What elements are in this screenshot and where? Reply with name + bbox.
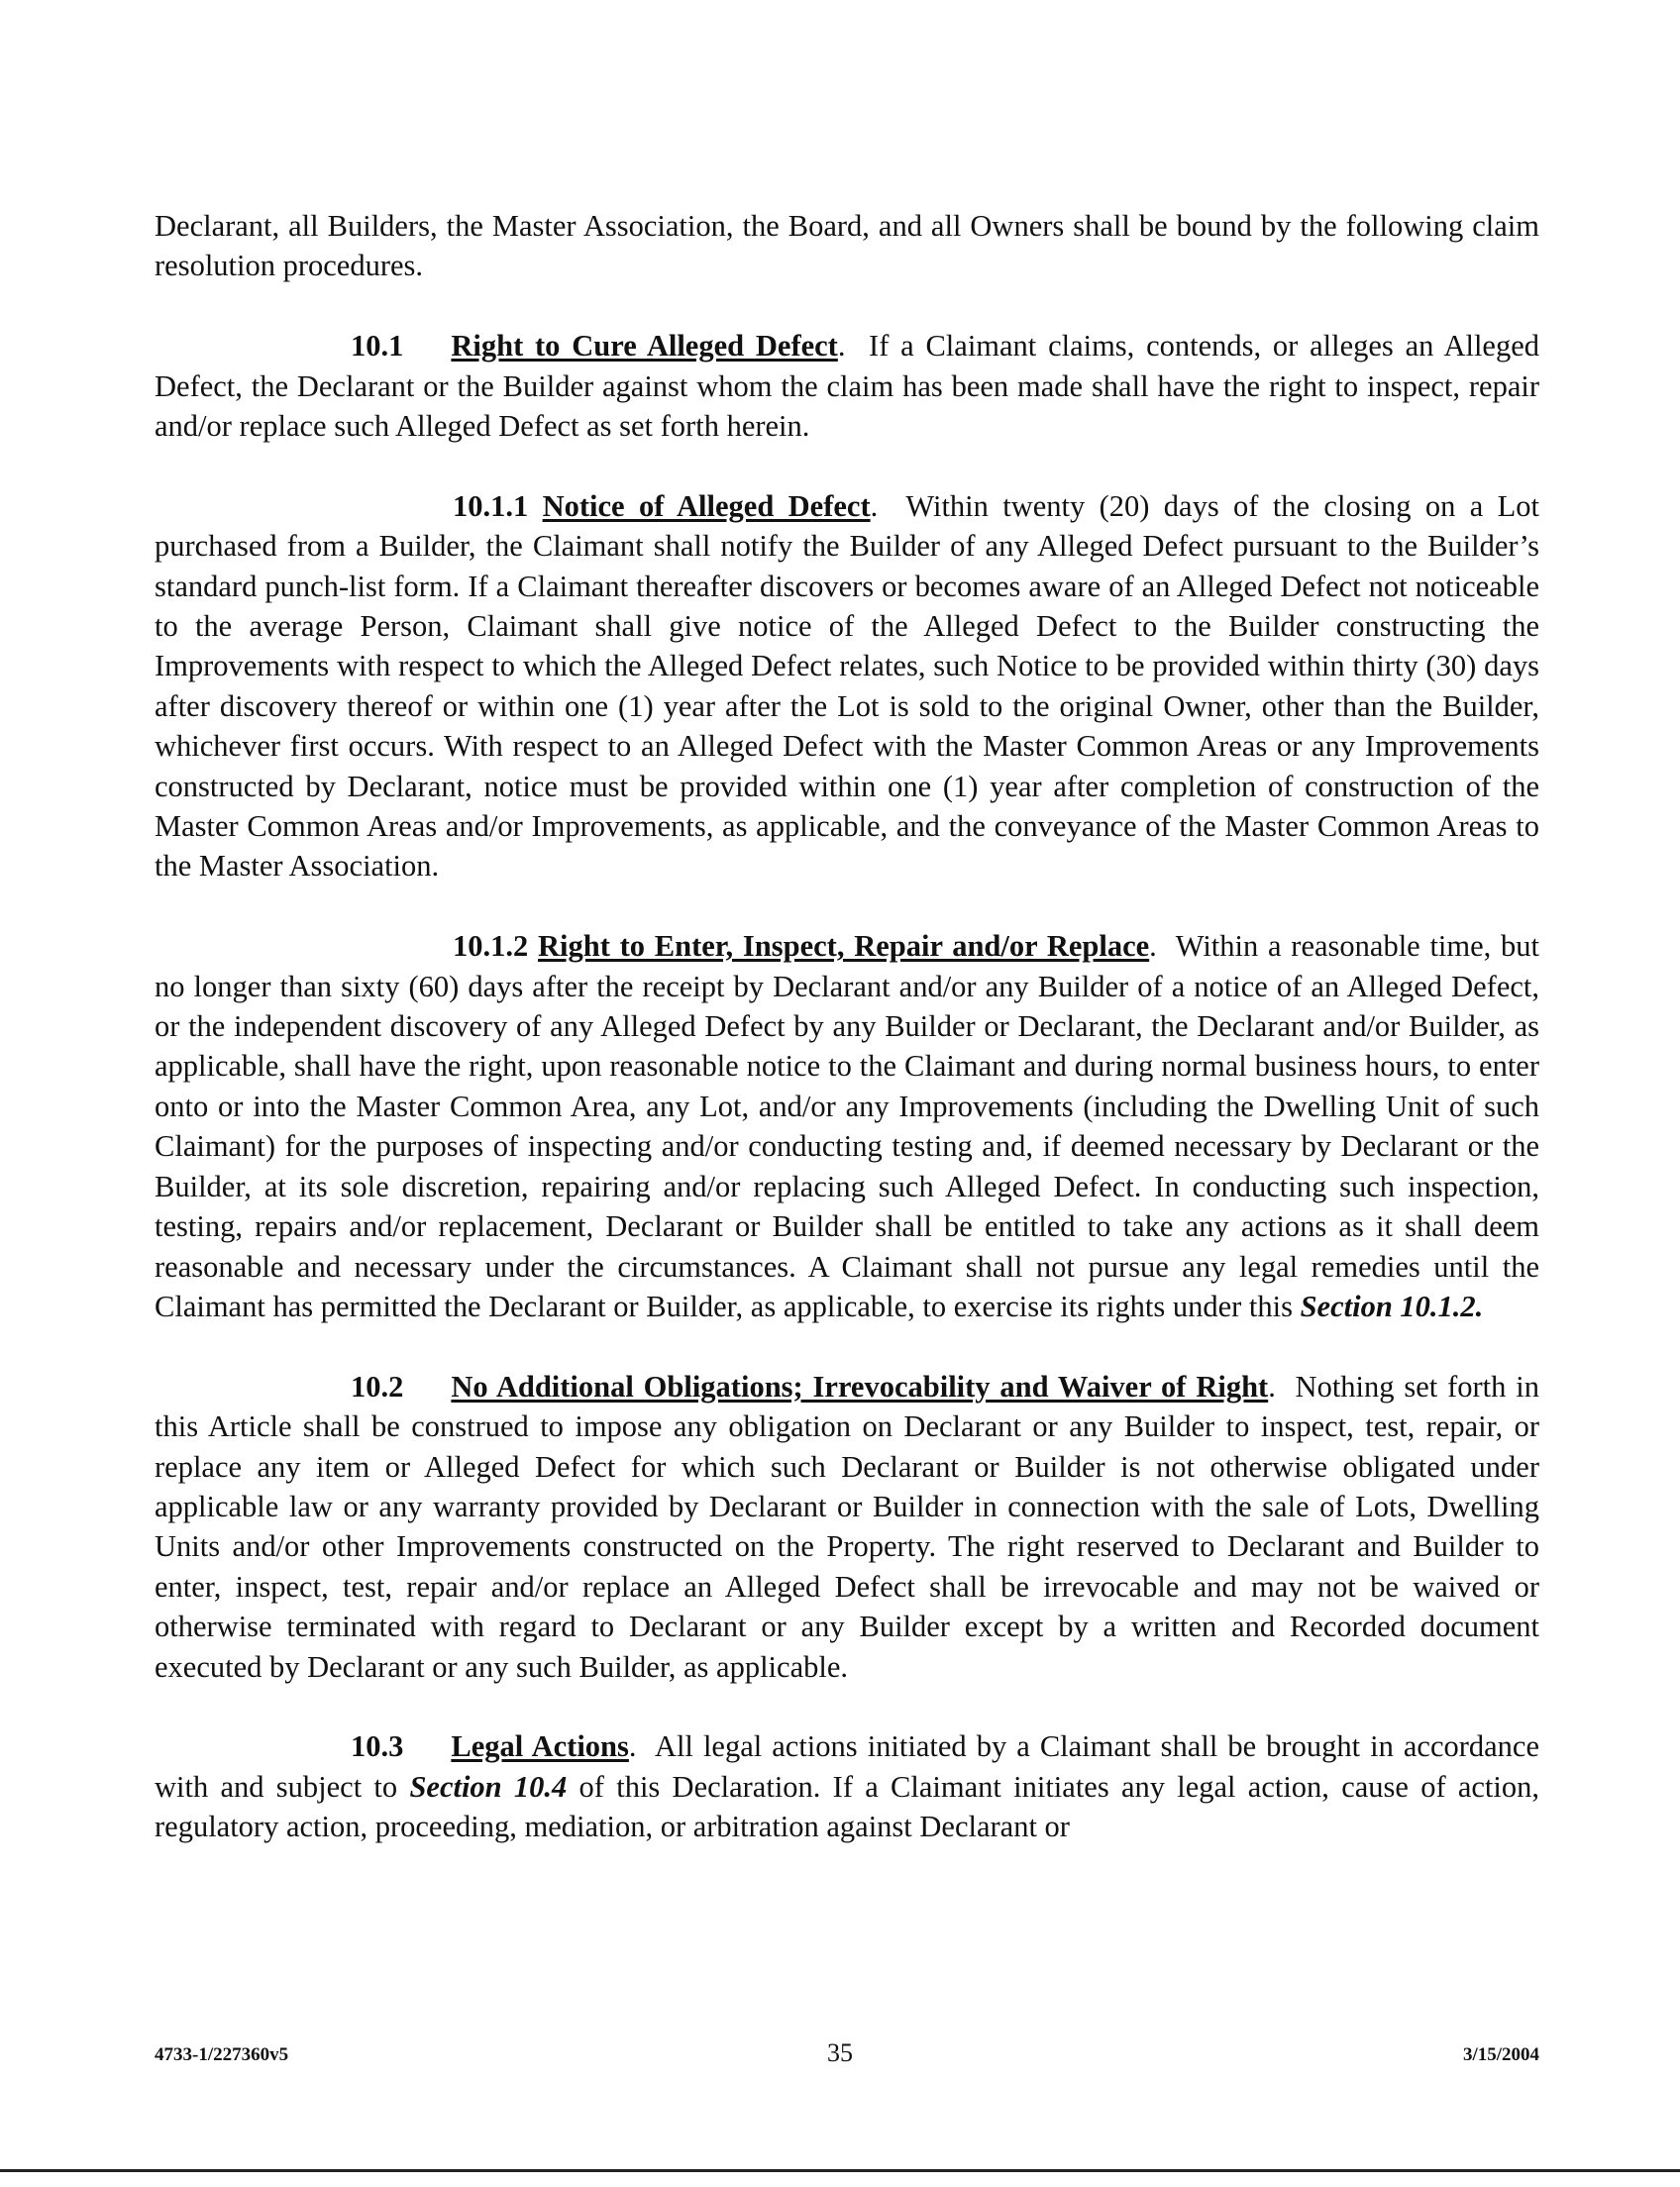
- section-10-1-1: 10.1.1 Notice of Alleged Defect. Within twenty (20) days of the closing on a Lot purchased from a Builder, the Claimant shall notify the Builder of any Alleged Defect pursuant to the Builder’s standard punch-list form. If a Claimant thereafter discovers or becomes aware of an Alleged Defect not noticeable to the average Person, Claimant shall give notice of the Alleged Defect to the Builder constructing the Improvements with respect to which the Alleged Defect relates, such Notice to be provided within thirty (30) days after discovery thereof or within one (1) year after the Lot is sold to the original Owner, other than the Builder, whichever first occurs. With respect to an Alleged Defect with the Master Common Areas or any Improvements constructed by Declarant, notice must be provided within one (1) year after completion of construction of the Master Common Areas and/or Improvements, as applicable, and the conveyance of the Master Common Areas to the Master Association.: [155, 488, 1540, 884]
- section-heading: Legal Actions: [451, 1729, 629, 1764]
- intro-paragraph: [155, 206, 1539, 286]
- section-10-3: 10.3 Legal Actions. All legal actions initiated by a Claimant shall be brought in accordance with and subject to Section 10.4 of this Declaration. If a Claimant initiates any legal action, cause of action, regulatory action, proceeding, mediation, or arbitration against Declarant or: [155, 1729, 1540, 1844]
- intro-text: Declarant, all Builders, the Master Association, the Board, and all Owners shall be bound by the following claim resolution procedures.: [155, 209, 1539, 283]
- section-heading: Right to Cure Alleged Defect: [451, 329, 838, 364]
- document-body: [155, 206, 1539, 1847]
- section-text: Nothing set forth in this Article shall be construed to impose any obligation on Declarant or any Builder to inspect, test, repair, or replace any item or Alleged Defect for which such Declarant or Builder is not otherwise obligated under applicable law or any warranty provided by Declarant or Builder in connection with the sale of Lots, Dwelling Units and/or other Improvements constructed on the Property. The right reserved to Declarant and Builder to enter, inspect, test, repair and/or replace an Alleged Defect shall be irrevocable and may not be waived or otherwise terminated with regard to Declarant or any Builder except by a written and Recorded document executed by Declarant or any such Builder, as applicable.: [155, 1369, 1539, 1684]
- section-heading: Right to Enter, Inspect, Repair and/or Replace: [538, 929, 1150, 964]
- section-number: 10.1.1: [453, 488, 529, 523]
- section-reference: Section 10.1.2: [1300, 1289, 1476, 1323]
- section-number: 10.2: [351, 1369, 404, 1404]
- section-text-end: .: [1475, 1289, 1484, 1323]
- section-text: Within twenty (20) days of the closing on a Lot purchased from a Builder, the Claimant shall notify the Builder of any Alleged Defect pursuant to the Builder’s standard punch-list form. If a Claimant thereafter discovers or becomes aware of an Alleged Defect not noticeable to the average Person, Claimant shall give notice of the Alleged Defect to the Builder constructing the Improvements with respect to which the Alleged Defect relates, such Notice to be provided within thirty (30) days after discovery thereof or within one (1) year after the Lot is sold to the original Owner, other than the Builder, whichever first occurs. With respect to an Alleged Defect with the Master Common Areas or any Improvements constructed by Declarant, notice must be provided within one (1) year after completion of construction of the Master Common Areas and/or Improvements, as applicable, and the conveyance of the Master Common Areas to the Master Association.: [155, 488, 1540, 884]
- section-reference: Section 10.4: [409, 1769, 568, 1804]
- section-text: Within a reasonable time, but no longer than sixty (60) days after the receipt by Declarant and/or any Builder of a notice of an Alleged Defect, or the independent discovery of any Alleged Defect by any Builder or Declarant, the Declarant and/or Builder, as applicable, shall have the right, upon reasonable notice to the Claimant and during normal business hours, to enter onto or into the Master Common Area, any Lot, and/or any Improvements (including the Dwelling Unit of such Claimant) for the purposes of inspecting and/or conducting testing and, if deemed necessary by Declarant or the Builder, at its sole discretion, repairing and/or replacing such Alleged Defect. In conducting such inspection, testing, repairs and/or replacement, Declarant or Builder shall be entitled to take any actions as it shall deem reasonable and necessary under the circumstances. A Claimant shall not pursue any legal remedies until the Claimant has permitted the Declarant or Builder, as applicable, to exercise its rights under this: [155, 929, 1540, 1323]
- section-text: If a Claimant claims, contends, or alleges an Alleged Defect, the Declarant or the Builder against whom the claim has been made shall have the right to inspect, repair and/or replace such Alleged Defect as set forth herein.: [155, 329, 1540, 444]
- section-number: 10.1: [351, 329, 404, 364]
- section-text-continued: of this Declaration. If a Claimant initiates any legal action, cause of action, regulatory action, proceeding, mediation, or arbitration against Declarant or: [155, 1769, 1540, 1844]
- section-number: 10.3: [351, 1729, 404, 1764]
- section-10-1: 10.1 Right to Cure Alleged Defect. If a Claimant claims, contends, or alleges an Alleged Defect, the Declarant or the Builder against whom the claim has been made shall have the right to inspect, repair and/or replace such Alleged Defect as set forth herein.: [155, 329, 1540, 444]
- footer-date: 3/15/2004: [1462, 2044, 1539, 2065]
- section-heading: Notice of Alleged Defect: [542, 488, 871, 523]
- section-10-2: 10.2 No Additional Obligations; Irrevocability and Waiver of Right. Nothing set forth in this Article shall be construed to impose any obligation on Declarant or any Builder to inspect, test, repair, or replace any item or Alleged Defect for which such Declarant or Builder is not otherwise obligated under applicable law or any warranty provided by Declarant or Builder in connection with the sale of Lots, Dwelling Units and/or other Improvements constructed on the Property. The right reserved to Declarant and Builder to enter, inspect, test, repair and/or replace an Alleged Defect shall be irrevocable and may not be waived or otherwise terminated with regard to Declarant or any Builder except by a written and Recorded document executed by Declarant or any such Builder, as applicable.: [155, 1369, 1539, 1684]
- section-heading: No Additional Obligations; Irrevocability and Waiver of Right: [451, 1369, 1269, 1404]
- footer-doc-id: 4733-1/227360v5: [155, 2044, 289, 2065]
- section-text: All legal actions initiated by a Claimant shall be brought in accordance with and subject to: [155, 1729, 1539, 1804]
- section-10-1-2: 10.1.2 Right to Enter, Inspect, Repair and/or Replace. Within a reasonable time, but no longer than sixty (60) days after the receipt by Declarant and/or any Builder of a notice of an Alleged Defect, or the independent discovery of any Alleged Defect by any Builder or Declarant, the Declarant and/or Builder, as applicable, shall have the right, upon reasonable notice to the Claimant and during normal business hours, to enter onto or into the Master Common Area, any Lot, and/or any Improvements (including the Dwelling Unit of such Claimant) for the purposes of inspecting and/or conducting testing and, if deemed necessary by Declarant or the Builder, at its sole discretion, repairing and/or replacing such Alleged Defect. In conducting such inspection, testing, repairs and/or replacement, Declarant or Builder shall be entitled to take any actions as it shall deem reasonable and necessary under the circumstances. A Claimant shall not pursue any legal remedies until the Claimant has permitted the Declarant or Builder, as applicable, to exercise its rights under this Section 10.1.2.: [155, 929, 1540, 1323]
- bottom-rule: [0, 2169, 1680, 2172]
- section-number: 10.1.2: [453, 929, 529, 964]
- footer-page-number: 35: [827, 2038, 853, 2067]
